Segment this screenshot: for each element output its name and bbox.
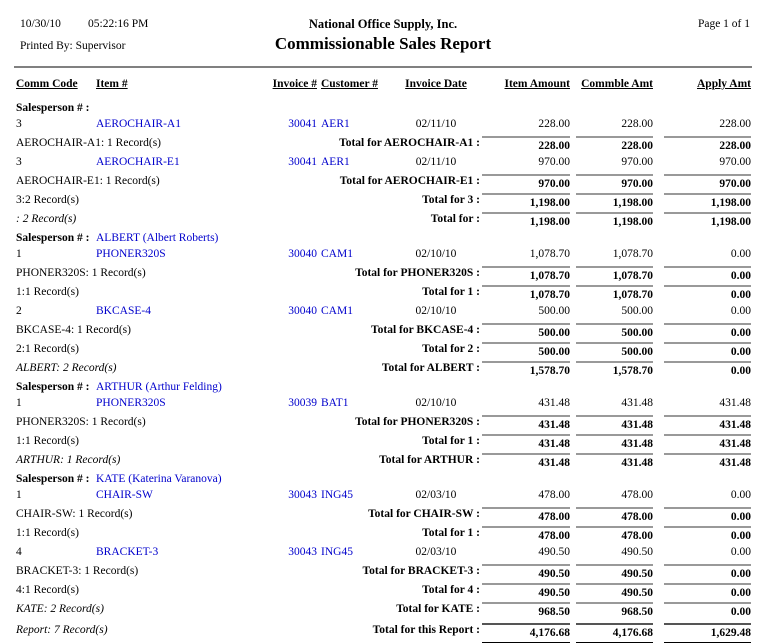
commble-amount-total: 431.48 [576, 415, 653, 433]
subtotal-row [0, 434, 766, 453]
record-count-label: ALBERT: 2 Record(s) [16, 362, 117, 374]
item-amount-total: 1,078.70 [482, 285, 570, 303]
commble-amount: 970.00 [621, 156, 653, 168]
apply-amount-total: 0.00 [664, 266, 751, 284]
comm-code: 2 [16, 305, 22, 317]
invoice-date: 02/10/10 [415, 248, 457, 260]
total-label: Total for BRACKET-3 : [362, 565, 480, 577]
record-count-label: 4:1 Record(s) [16, 584, 79, 596]
invoice-date: 02/03/10 [415, 546, 457, 558]
report-body [0, 101, 766, 644]
apply-amount-total: 1,198.00 [664, 193, 751, 211]
header-divider [14, 66, 752, 68]
record-count-label: CHAIR-SW: 1 Record(s) [16, 508, 133, 520]
column-header-item: Item # [96, 78, 128, 90]
subtotal-row [0, 602, 766, 621]
total-label: Total for 1 : [422, 527, 480, 539]
apply-amount-total: 970.00 [664, 174, 751, 192]
subtotal-row [0, 453, 766, 472]
apply-amount-total: 0.00 [664, 564, 751, 582]
item-amount: 970.00 [538, 156, 570, 168]
commble-amount: 478.00 [621, 489, 653, 501]
total-label: Total for PHONER320S : [355, 416, 480, 428]
subtotal-row [0, 285, 766, 304]
record-count-label: 2:1 Record(s) [16, 343, 79, 355]
page-number: Page 1 of 1 [697, 18, 750, 30]
invoice-link[interactable]: 30040 [288, 248, 317, 260]
item-amount-total: 431.48 [482, 453, 570, 471]
apply-amount-total: 0.00 [664, 285, 751, 303]
column-header-date: Invoice Date [405, 78, 467, 90]
commble-amount-total: 478.00 [576, 507, 653, 525]
item-amount-total: 490.50 [482, 583, 570, 601]
total-label: Total for : [430, 213, 480, 225]
item-amount: 490.50 [538, 546, 570, 558]
commble-amount-total: 970.00 [576, 174, 653, 192]
total-label: Total for 1 : [422, 286, 480, 298]
item-amount-total: 1,078.70 [482, 266, 570, 284]
apply-amount-total: 431.48 [664, 434, 751, 452]
salesperson-name-link[interactable]: KATE (Katerina Varanova) [96, 473, 222, 485]
customer-link[interactable]: CAM1 [321, 248, 353, 260]
apply-amount: 0.00 [730, 248, 751, 260]
total-label: Total for 1 : [422, 435, 480, 447]
subtotal-row [0, 193, 766, 212]
total-label: Total for CHAIR-SW : [368, 508, 480, 520]
salesperson-name-link[interactable]: ALBERT (Albert Roberts) [96, 232, 219, 244]
salesperson-group-row [0, 380, 766, 396]
item-link[interactable]: BKCASE-4 [96, 305, 151, 317]
commble-amount-total: 1,198.00 [576, 212, 653, 230]
salesperson-label: Salesperson # : [16, 102, 90, 114]
item-link[interactable]: AEROCHAIR-A1 [96, 118, 181, 130]
commble-amount: 490.50 [621, 546, 653, 558]
total-label: Total for 2 : [422, 343, 480, 355]
item-amount-total: 478.00 [482, 526, 570, 544]
total-label: Total for BKCASE-4 : [371, 324, 480, 336]
item-amount: 1,078.70 [529, 248, 570, 260]
item-amount-total: 968.50 [482, 602, 570, 620]
salesperson-label: Salesperson # : [16, 381, 90, 393]
print-date: 10/30/10 [20, 18, 61, 30]
salesperson-label: Salesperson # : [16, 473, 90, 485]
customer-link[interactable]: AER1 [321, 156, 350, 168]
salesperson-label: Salesperson # : [16, 232, 90, 244]
customer-link[interactable]: ING45 [321, 546, 353, 558]
item-link[interactable]: PHONER320S [96, 248, 166, 260]
comm-code: 1 [16, 489, 22, 501]
invoice-date: 02/10/10 [415, 397, 457, 409]
invoice-date: 02/11/10 [415, 156, 457, 168]
apply-amount-total: 228.00 [664, 136, 751, 154]
commble-amount-total: 1,578.70 [576, 361, 653, 379]
item-amount-total: 228.00 [482, 136, 570, 154]
item-amount-total: 4,176.68 [482, 623, 570, 644]
item-amount-total: 478.00 [482, 507, 570, 525]
apply-amount-total: 0.00 [664, 583, 751, 601]
detail-row [0, 304, 766, 323]
subtotal-row [0, 415, 766, 434]
apply-amount-total: 0.00 [664, 323, 751, 341]
print-time: 05:22:16 PM [88, 18, 149, 30]
report-total-row [0, 623, 766, 644]
subtotal-row [0, 361, 766, 380]
item-link[interactable]: PHONER320S [96, 397, 166, 409]
column-header-amt3: Apply Amt [697, 78, 751, 90]
apply-amount-total: 0.00 [664, 602, 751, 620]
comm-code: 4 [16, 546, 22, 558]
item-amount-total: 500.00 [482, 342, 570, 360]
record-count-label: 1:1 Record(s) [16, 527, 79, 539]
record-count-label: Report: 7 Record(s) [16, 624, 108, 636]
total-label: Total for 4 : [422, 584, 480, 596]
apply-amount: 0.00 [730, 546, 751, 558]
invoice-link[interactable]: 30040 [288, 305, 317, 317]
commble-amount-total: 1,198.00 [576, 193, 653, 211]
commble-amount-total: 490.50 [576, 583, 653, 601]
item-link[interactable]: BRACKET-3 [96, 546, 159, 558]
column-header-amt1: Item Amount [504, 78, 570, 90]
comm-code: 1 [16, 248, 22, 260]
item-amount: 478.00 [538, 489, 570, 501]
customer-link[interactable]: ING45 [321, 489, 353, 501]
total-label: Total for ARTHUR : [379, 454, 480, 466]
record-count-label: : 2 Record(s) [16, 213, 77, 225]
record-count-label: AEROCHAIR-E1: 1 Record(s) [16, 175, 160, 187]
apply-amount: 0.00 [730, 489, 751, 501]
item-amount: 431.48 [538, 397, 570, 409]
apply-amount: 431.48 [719, 397, 751, 409]
apply-amount-total: 0.00 [664, 361, 751, 379]
apply-amount: 970.00 [719, 156, 751, 168]
item-amount: 500.00 [538, 305, 570, 317]
subtotal-row [0, 564, 766, 583]
record-count-label: KATE: 2 Record(s) [16, 603, 104, 615]
record-count-label: PHONER320S: 1 Record(s) [16, 267, 146, 279]
commble-amount-total: 478.00 [576, 526, 653, 544]
subtotal-row [0, 266, 766, 285]
commble-amount: 431.48 [621, 397, 653, 409]
commble-amount-total: 500.00 [576, 323, 653, 341]
apply-amount-total: 0.00 [664, 526, 751, 544]
printed-by: Printed By: Supervisor [20, 40, 126, 52]
record-count-label: BKCASE-4: 1 Record(s) [16, 324, 131, 336]
item-amount-total: 1,578.70 [482, 361, 570, 379]
item-amount-total: 490.50 [482, 564, 570, 582]
record-count-label: 1:1 Record(s) [16, 286, 79, 298]
commble-amount-total: 228.00 [576, 136, 653, 154]
subtotal-row [0, 212, 766, 231]
commble-amount: 228.00 [621, 118, 653, 130]
detail-row [0, 155, 766, 174]
commble-amount-total: 500.00 [576, 342, 653, 360]
commble-amount: 1,078.70 [612, 248, 653, 260]
apply-amount-total: 431.48 [664, 453, 751, 471]
item-amount-total: 431.48 [482, 415, 570, 433]
total-label: Total for AEROCHAIR-A1 : [339, 137, 480, 149]
subtotal-row [0, 323, 766, 342]
subtotal-row [0, 174, 766, 193]
apply-amount-total: 431.48 [664, 415, 751, 433]
report-header [0, 0, 766, 66]
apply-amount-total: 1,629.48 [664, 623, 751, 644]
column-header-row [0, 77, 766, 101]
commble-amount: 500.00 [621, 305, 653, 317]
customer-link[interactable]: BAT1 [321, 397, 349, 409]
detail-row [0, 488, 766, 507]
commble-amount-total: 1,078.70 [576, 266, 653, 284]
report-title: Commissionable Sales Report [274, 34, 492, 53]
record-count-label: 1:1 Record(s) [16, 435, 79, 447]
detail-row [0, 545, 766, 564]
commble-amount-total: 4,176.68 [576, 623, 653, 644]
invoice-date: 02/10/10 [415, 305, 457, 317]
record-count-label: AEROCHAIR-A1: 1 Record(s) [16, 137, 162, 149]
apply-amount-total: 0.00 [664, 507, 751, 525]
commble-amount-total: 431.48 [576, 453, 653, 471]
apply-amount: 228.00 [719, 118, 751, 130]
invoice-link[interactable]: 30041 [288, 156, 317, 168]
salesperson-group-row [0, 101, 766, 117]
subtotal-row [0, 583, 766, 602]
subtotal-row [0, 507, 766, 526]
item-amount-total: 431.48 [482, 434, 570, 452]
item-amount-total: 1,198.00 [482, 193, 570, 211]
salesperson-group-row [0, 231, 766, 247]
invoice-link[interactable]: 30039 [288, 397, 317, 409]
company-name: National Office Supply, Inc. [308, 17, 458, 31]
item-amount-total: 970.00 [482, 174, 570, 192]
item-amount-total: 500.00 [482, 323, 570, 341]
commble-amount-total: 968.50 [576, 602, 653, 620]
total-label: Total for 3 : [422, 194, 480, 206]
detail-row [0, 117, 766, 136]
total-label: Total for ALBERT : [381, 362, 480, 374]
column-header-invoice: Invoice # [272, 78, 317, 90]
apply-amount-total: 0.00 [664, 342, 751, 360]
comm-code: 1 [16, 397, 22, 409]
item-link[interactable]: AEROCHAIR-E1 [96, 156, 180, 168]
customer-link[interactable]: AER1 [321, 118, 350, 130]
commble-amount-total: 431.48 [576, 434, 653, 452]
total-label: Total for PHONER320S : [355, 267, 480, 279]
apply-amount-total: 1,198.00 [664, 212, 751, 230]
record-count-label: 3:2 Record(s) [16, 194, 79, 206]
invoice-date: 02/03/10 [415, 489, 457, 501]
total-label: Total for this Report : [372, 624, 480, 636]
comm-code: 3 [16, 118, 22, 130]
subtotal-row [0, 342, 766, 361]
record-count-label: ARTHUR: 1 Record(s) [16, 454, 121, 466]
invoice-link[interactable]: 30043 [288, 546, 317, 558]
invoice-link[interactable]: 30041 [288, 118, 317, 130]
total-label: Total for AEROCHAIR-E1 : [339, 175, 480, 187]
commble-amount-total: 490.50 [576, 564, 653, 582]
salesperson-name-link[interactable]: ARTHUR (Arthur Felding) [96, 381, 222, 393]
item-link[interactable]: CHAIR-SW [96, 489, 153, 501]
record-count-label: BRACKET-3: 1 Record(s) [16, 565, 139, 577]
record-count-label: PHONER320S: 1 Record(s) [16, 416, 146, 428]
item-amount: 228.00 [538, 118, 570, 130]
apply-amount: 0.00 [730, 305, 751, 317]
column-header-amt2: Commble Amt [581, 78, 653, 90]
column-header-customer: Customer # [321, 78, 378, 90]
column-header-comm: Comm Code [16, 78, 78, 90]
commble-amount-total: 1,078.70 [576, 285, 653, 303]
invoice-link[interactable]: 30043 [288, 489, 317, 501]
comm-code: 3 [16, 156, 22, 168]
salesperson-group-row [0, 472, 766, 488]
item-amount-total: 1,198.00 [482, 212, 570, 230]
total-label: Total for KATE : [396, 603, 480, 615]
subtotal-row [0, 526, 766, 545]
detail-row [0, 247, 766, 266]
detail-row [0, 396, 766, 415]
customer-link[interactable]: CAM1 [321, 305, 353, 317]
invoice-date: 02/11/10 [415, 118, 457, 130]
subtotal-row [0, 136, 766, 155]
